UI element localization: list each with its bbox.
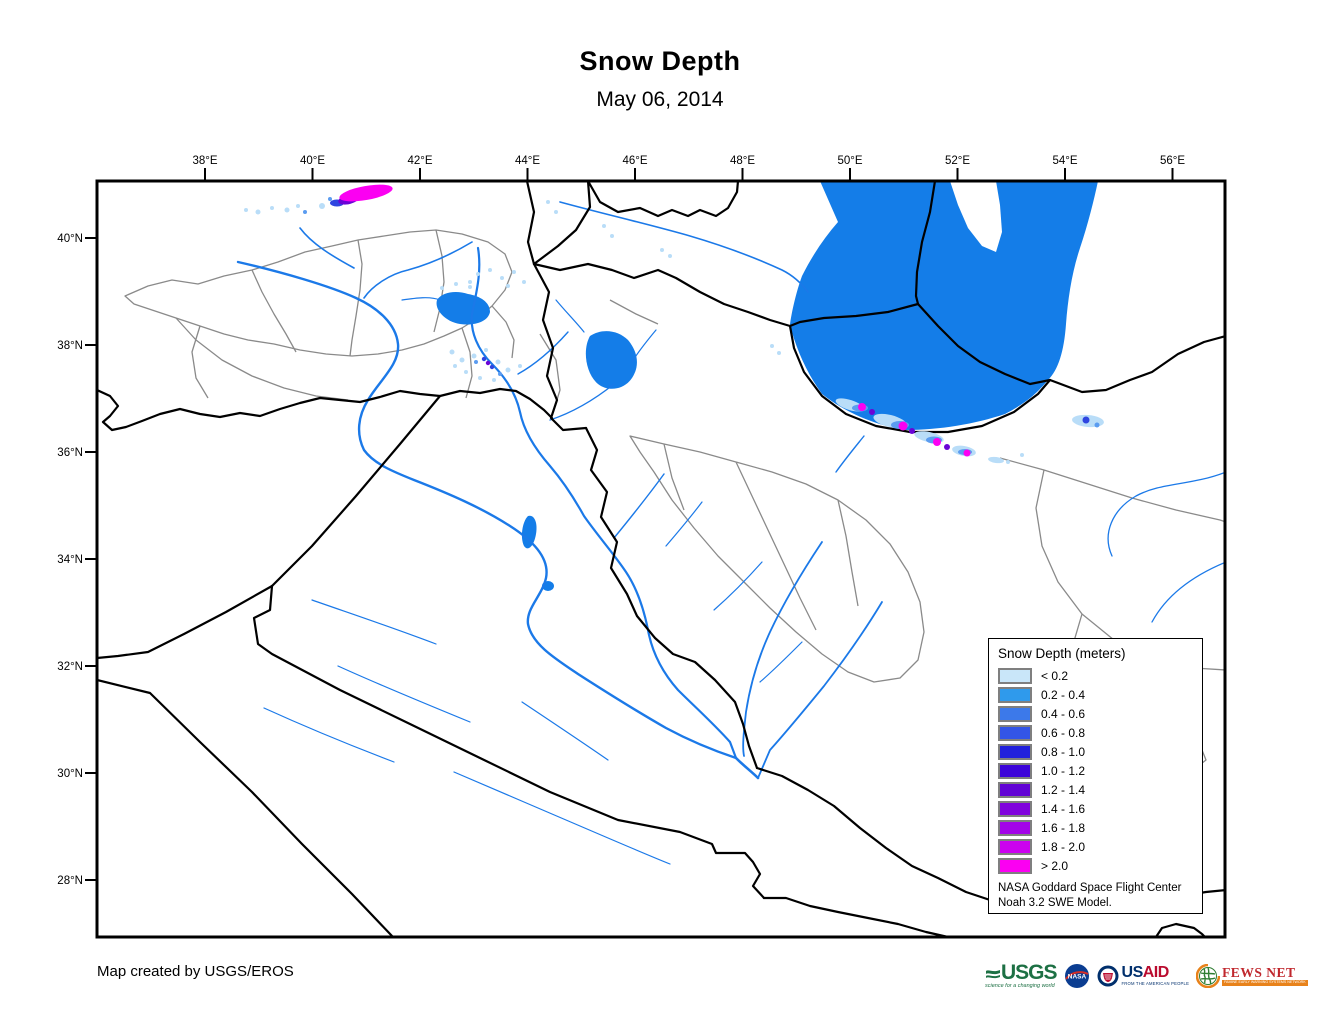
- legend-row: [998, 763, 1202, 779]
- turkey-syria-border: [97, 389, 552, 430]
- map-attribution: Map created by USGS/EROS: [97, 963, 294, 980]
- tick-label: 40°E: [299, 155, 326, 167]
- tick-label: 48°E: [729, 155, 756, 167]
- turkey-iran-border: [527, 181, 586, 430]
- tick-label: 52°E: [944, 155, 971, 167]
- lake-van: [437, 292, 490, 325]
- syria-iraq-border: [272, 396, 440, 586]
- legend-title: Snow Depth (meters): [998, 646, 1126, 661]
- tick-label: 38°N: [57, 340, 83, 352]
- caspian-sea: [790, 181, 1098, 430]
- tick-label: 40°N: [57, 233, 83, 245]
- fewsnet-globe-icon: [1196, 964, 1220, 988]
- legend-swatch: [998, 668, 1032, 684]
- legend-label: 0.2 - 0.4: [1041, 688, 1086, 702]
- legend-row: [998, 744, 1202, 760]
- tick-label: 34°N: [57, 554, 83, 566]
- legend-swatch: [998, 801, 1032, 817]
- legend-label: 1.2 - 1.4: [1041, 783, 1086, 797]
- left-axis-labels: [57, 233, 83, 887]
- page-title: Snow Depth: [579, 46, 741, 76]
- legend-row: [998, 687, 1202, 703]
- legend-row: [998, 801, 1202, 817]
- legend-label: 0.6 - 0.8: [1041, 726, 1086, 740]
- snow-depth-legend: [988, 638, 1203, 914]
- legend-row: [998, 782, 1202, 798]
- legend-row: [998, 839, 1202, 855]
- lake-tharthar: [522, 516, 537, 549]
- tick-label: 32°N: [57, 661, 83, 673]
- legend-label: 1.0 - 1.2: [1041, 764, 1086, 778]
- legend-swatch: [998, 782, 1032, 798]
- usaid-logo: [1097, 965, 1190, 987]
- legend-row: [998, 820, 1202, 836]
- legend-swatch: [998, 839, 1032, 855]
- legend-swatch: [998, 763, 1032, 779]
- legend-label: 1.6 - 1.8: [1041, 821, 1086, 835]
- legend-swatch: [998, 858, 1032, 874]
- legend-row: [998, 725, 1202, 741]
- usgs-tagline: science for a changing world: [985, 983, 1055, 990]
- legend-swatch: [998, 706, 1032, 722]
- tick-label: 42°E: [407, 155, 433, 167]
- left-axis: [85, 238, 97, 880]
- tick-label: 38°E: [192, 155, 218, 167]
- tick-label: 44°E: [514, 155, 541, 167]
- legend-label: > 2.0: [1041, 859, 1069, 873]
- top-axis: [205, 168, 1173, 181]
- tick-label: 54°E: [1052, 155, 1078, 167]
- legend-row: [998, 858, 1202, 874]
- usaid-wordmark-us: US: [1121, 964, 1143, 982]
- gulf-arab-coast: [764, 898, 948, 937]
- usaid-wordmark-aid: AID: [1142, 964, 1169, 982]
- legend-label: 0.8 - 1.0: [1041, 745, 1086, 759]
- legend-credit-line1: NASA Goddard Space Flight Center: [998, 882, 1182, 894]
- lake-urmia: [586, 331, 637, 389]
- euphrates-river: [238, 262, 736, 758]
- tick-label: 56°E: [1159, 155, 1186, 167]
- legend-swatch: [998, 725, 1032, 741]
- legend-swatch: [998, 744, 1032, 760]
- tick-label: 50°E: [837, 155, 863, 167]
- fewsnet-logo: [1196, 964, 1308, 988]
- nasa-logo: [1064, 963, 1090, 989]
- tick-label: 28°N: [57, 875, 83, 887]
- usaid-seal-icon: [1097, 965, 1119, 987]
- page-subtitle: May 06, 2014: [596, 88, 724, 111]
- logo-strip: [985, 957, 1308, 995]
- legend-label: 1.8 - 2.0: [1041, 840, 1086, 854]
- nasa-wordmark: NASA: [1067, 973, 1086, 981]
- legend-swatch: [998, 820, 1032, 836]
- fewsnet-wordmark: FEWS NET: [1222, 964, 1296, 980]
- tick-label: 36°N: [57, 447, 83, 459]
- legend-row: [998, 668, 1202, 684]
- usgs-logo: [985, 962, 1057, 990]
- usgs-wordmark: USGS: [1001, 961, 1057, 985]
- legend-row: [998, 706, 1202, 722]
- qatar-peninsula: [1156, 924, 1205, 937]
- iraq-saudi-border: [254, 586, 764, 898]
- legend-label: < 0.2: [1041, 669, 1069, 683]
- usaid-tagline: FROM THE AMERICAN PEOPLE: [1121, 981, 1190, 987]
- fewsnet-tagline: FAMINE EARLY WARNING SYSTEMS NETWORK: [1224, 980, 1306, 985]
- legend-swatch: [998, 687, 1032, 703]
- tick-label: 46°E: [622, 155, 648, 167]
- tick-label: 30°N: [57, 768, 83, 780]
- usgs-wave-icon: [985, 967, 1001, 983]
- legend-credit: [998, 881, 1202, 910]
- legend-label: 0.4 - 0.6: [1041, 707, 1086, 721]
- legend-credit-line2: Noah 3.2 SWE Model.: [998, 896, 1112, 909]
- iraq-iran-border: [586, 428, 757, 768]
- jordan-saudi-border: [97, 680, 392, 936]
- legend-label: 1.4 - 1.6: [1041, 802, 1086, 816]
- top-axis-labels: [192, 155, 1185, 167]
